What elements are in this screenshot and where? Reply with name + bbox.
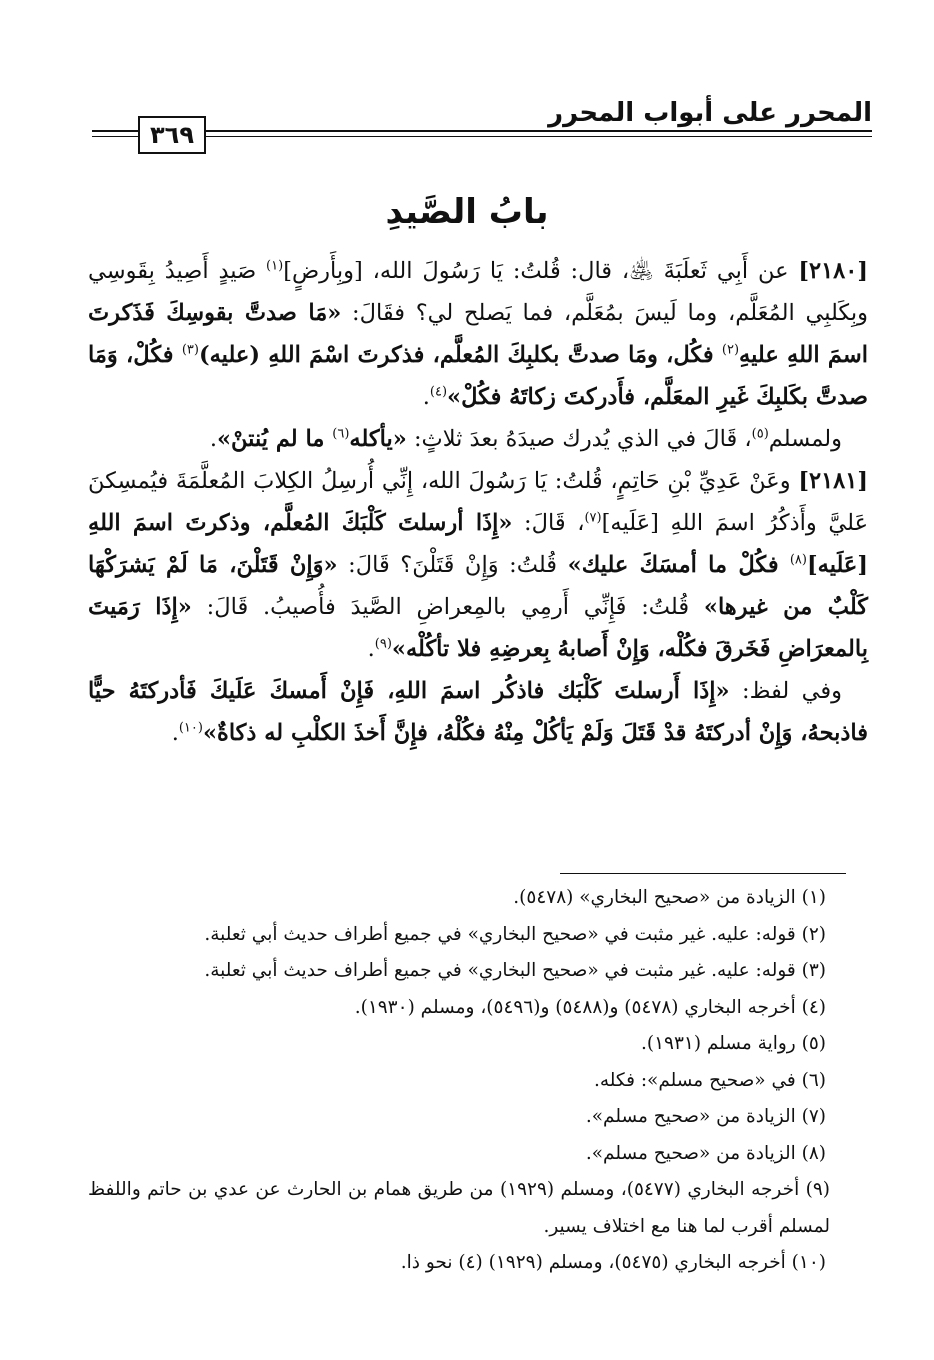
narration-text: صَيدٍ أَصِيدُ بِقَوسِي وبِكَلبِي المُعَلَّم، وما لَيسَ بمُعَلَّم، فما يَصلح لي؟ فقَالَ:	[88, 258, 868, 326]
prophet-saying: «مَا صدتَّ بقوسِكَ فَذَكرتَ اسمَ اللهِ عليهِ	[88, 300, 868, 368]
footnote-item: (٦) في «صحيح مسلم»: فكله.	[593, 1069, 826, 1091]
footnote-marker: (٥)	[751, 426, 769, 442]
prophet-saying: «إِذَا أَرسلتَ كَلْبَك فاذكُر اسمَ اللهِ، فَإِنْ أَمسكَ عَلَيكَ فَأدركتَهُ حيًّا فاذبحهُ، وَإِنْ أدركتَهُ قدْ قَتَلَ وَلَمْ يَأكُلْ مِنْهُ فكُلْهُ، فإِنَّ أَخذَ الكلْبِ له ذكاةٌ»	[88, 678, 868, 746]
footnote-marker: (١٠)	[178, 720, 203, 736]
muslim-variant-paragraph	[88, 418, 868, 460]
narration-text: ، قَالَ في الذي يُدرك صيدَهُ بعدَ ثلاثٍ:	[406, 426, 752, 452]
prophet-saying: فكُل، ومَا صدتَّ بكلبِكَ المُعلَّم، فذكرتَ اسْمَ اللهِ (عليه)	[198, 342, 722, 368]
prophet-saying: فكُلْ ما أمسَكَ عليك»	[567, 552, 790, 578]
footnote-marker: (٤)	[429, 384, 448, 400]
hadith-2180-paragraph	[88, 250, 868, 418]
footnote-marker: (٨)	[789, 552, 807, 568]
footnote-item: (٣) قوله: عليه. غير مثبت في «صحيح البخاري» في جميع أطراف حديث أبي ثعلبة.	[204, 960, 826, 981]
header-rule-thin	[92, 136, 872, 137]
prophet-saying: «وَإِنْ قَتَلْنَ، مَا لَمْ يَشرَكْهَا كَلْبٌ من غيرها»	[88, 552, 869, 620]
narration-text: قُلتُ: وَإِنْ قَتَلْنَ؟ قَالَ:	[337, 552, 568, 578]
hadith-2181-paragraph	[88, 460, 868, 670]
footnote-item: (٨) الزيادة من «صحيح مسلم».	[585, 1142, 826, 1164]
hadith-number: [٢١٨٠]	[798, 258, 869, 284]
narration-text: ، قَالَ:	[512, 510, 585, 536]
header-rule	[92, 130, 872, 132]
footnotes	[88, 880, 830, 1282]
footnote-item: (٥) رواية مسلم (١٩٣١).	[640, 1033, 826, 1054]
footnote-item: (٢) قوله: عليه. غير مثبت في «صحيح البخاري» في جميع أطراف حديث أبي ثعلبة.	[204, 923, 826, 945]
prophet-saying: «يأكله	[349, 426, 407, 452]
running-header	[92, 92, 872, 152]
main-text	[88, 250, 868, 754]
narration-text: .	[367, 636, 375, 662]
prophet-saying: «إِذَا رَمَيتَ بِالمعرَاضِ فَخَرقَ فكُلْه، وَإِنْ أَصابهُ بِعرضِهِ فلا تأكُلْه»	[88, 594, 868, 662]
book-title: المحرر على أبواب المحرر	[540, 98, 872, 128]
narration-text: .	[422, 384, 430, 410]
footnote-item: (٩) أخرجه البخاري (٥٤٧٧)، ومسلم (١٩٢٩) من طريق همام بن الحارث عن عدي بن حاتم واللفظ لمسلم أقرب لما هنا مع اختلاف يسير.	[88, 1179, 830, 1237]
hadith-number: [٢١٨١]	[798, 468, 868, 494]
prophet-saying: ما لم يُنتنْ»	[216, 426, 333, 452]
footnote-marker: (١)	[266, 258, 284, 274]
chapter-title: بابُ الصَّيدِ	[385, 192, 549, 232]
footnote-item: (٧) الزيادة من «صحيح مسلم».	[585, 1106, 826, 1127]
page-number: ٣٦٩	[138, 116, 206, 154]
narration-text: .	[209, 426, 217, 452]
another-wording-paragraph	[88, 670, 868, 754]
narration-text: وفي لفظ:	[729, 678, 842, 704]
footnote-marker: (٦)	[332, 426, 350, 442]
footnote-item: (٤) أخرجه البخاري (٥٤٧٨) و(٥٤٨٨) و(٥٤٩٦)، ومسلم (١٩٣٠).	[354, 996, 826, 1018]
footnote-marker: (٣)	[181, 342, 199, 358]
narration-text: وعَنْ عَدِيِّ بْنِ حَاتِمٍ، قُلتُ: يَا رَسُولَ الله، إِنِّي أُرسِلُ الكِلابَ المُعلَّمَةَ فيُمسِكنَ عَليَّ وأَذكُرُ اسمَ اللهِ [عَلَيه]	[88, 468, 868, 536]
footnote-marker: (٩)	[374, 636, 392, 652]
footnote-item: (١) الزيادة من «صحيح البخاري» (٥٤٧٨).	[513, 887, 826, 908]
prophet-saying: «إِذَا أرسلتَ كَلْبَكَ المُعلَّم، وذكرتَ اسمَ اللهِ [عَلَيه]	[88, 510, 869, 578]
prophet-saying: فكُلْ، وَمَا صدتَّ بكَلبِكَ غَيرِ المعَلَّم، فأَدركتَ زكاتَهُ فكُلْ»	[88, 342, 868, 410]
footnote-separator	[560, 873, 846, 874]
narration-text: عن أَبِي ثَعلَبَةَ ﵁، قال: قُلتُ: يَا رَسُولَ الله، [وبِأَرضٍ]	[283, 258, 799, 284]
footnote-marker: (٢)	[721, 342, 740, 358]
narration-text: ولمسلم	[768, 426, 842, 452]
footnote-item: (١٠) أخرجه البخاري (٥٤٧٥)، ومسلم (١٩٢٩) (٤) نحو ذا.	[400, 1252, 826, 1273]
narration-text: قُلتُ: فَإِنِّي أَرمِي بالمِعراضِ الصَّيدَ فأُصيبُ. قَالَ:	[191, 594, 704, 620]
narration-text: .	[171, 720, 179, 746]
footnote-marker: (٧)	[584, 510, 602, 526]
